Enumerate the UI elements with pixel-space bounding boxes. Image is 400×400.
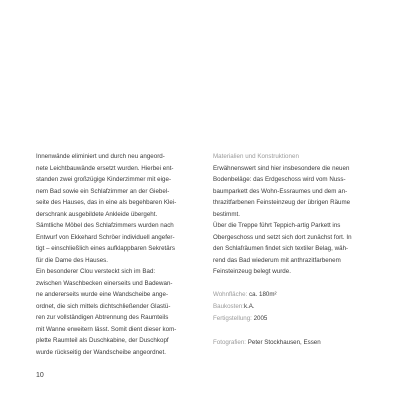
body-text-line: Innenwände eliminiert und durch neu angeord- bbox=[36, 153, 165, 160]
body-text-line: rend das Bad wiederum mit anthrazitfarbenem bbox=[213, 256, 341, 264]
body-text-line: nete Leichtbauwände ersetzt wurden. Hierbei ent- bbox=[36, 164, 174, 172]
body-text-line: plette Raumteil als Duschkabine, der Duschkopf bbox=[36, 337, 169, 344]
fact-construction-cost bbox=[213, 301, 383, 313]
body-text-line: Bodenbeläge: das Erdgeschoss wird vom Nuss- bbox=[213, 176, 346, 183]
body-text-line: Erwähnenswert sind hier insbesondere die neuen bbox=[213, 164, 350, 172]
photo-credit-value: Peter Stockhausen, Essen bbox=[247, 339, 321, 346]
body-text-line: Feinsteinzeug belegt wurde. bbox=[213, 268, 291, 275]
fact-label: Wohnfläche: bbox=[213, 291, 248, 298]
fact-label: Baukosten: bbox=[213, 303, 244, 310]
body-text-line: thrazitfarbenen Feinsteinzeug der übrigen Räume bbox=[213, 199, 351, 206]
body-text-line: Ein besonderer Clou versteckt sich im Bad: bbox=[36, 268, 156, 275]
body-text-line: den Schlafräumen findet sich textiler Belag, wäh- bbox=[213, 245, 349, 252]
body-text-line: ren zur vollständigen Abtrennung des Raumteils bbox=[36, 314, 169, 321]
body-text-line: ne andererseits wurde eine Wandscheibe ange- bbox=[36, 291, 169, 298]
body-text-line: seite des Hauses, das in eine als begehbaren Klei- bbox=[36, 199, 177, 206]
body-text-line: für die Dame des Hauses. bbox=[36, 256, 109, 264]
body-text-line: wurde rückseitig der Wandscheibe angeordnet. bbox=[36, 348, 166, 356]
fact-label: Fertigstellung: bbox=[213, 315, 252, 322]
body-text-line: standen zwei großzügige Kinderzimmer mit eige- bbox=[36, 176, 172, 183]
body-text-line: Obergeschoss und setzt sich dort zunächst fort. In bbox=[213, 233, 352, 241]
fact-value: 2005 bbox=[253, 315, 268, 322]
body-text-line: Über die Treppe führt Teppich-artig Parkett ins bbox=[213, 222, 341, 229]
photo-credit-label: Fotografien: bbox=[213, 339, 247, 346]
fact-value: k.A. bbox=[243, 303, 255, 310]
body-text-line: Entwurf von Ekkehard Schröer individuell angefer- bbox=[36, 233, 175, 241]
body-text-line: mit Wanne erweitern lässt. Somit dient dieser kom- bbox=[36, 325, 177, 333]
fact-value: ca. 180m² bbox=[249, 291, 277, 298]
fact-completion bbox=[213, 313, 383, 325]
body-text-line: ordnet, die sich mittels dichtschließender Glastü- bbox=[36, 302, 171, 310]
right-text-column bbox=[213, 151, 373, 278]
section-heading: Materialien und Konstruktionen bbox=[213, 153, 299, 160]
body-text-line: Sämtliche Möbel des Schlafzimmers wurden nach bbox=[36, 222, 174, 229]
body-text-line: nem Bad sowie ein Schlafzimmer an der Giebel- bbox=[36, 187, 170, 195]
project-facts bbox=[213, 289, 383, 325]
body-text-line: baumparkett des Wohn-Essraumes und dem an- bbox=[213, 187, 348, 195]
body-text-line: zwischen Waschbecken einerseits und Badewan- bbox=[36, 279, 173, 287]
body-text-line: derschrank ausgebildete Ankleide übergeht. bbox=[36, 210, 158, 218]
body-text-line: bestimmt. bbox=[213, 210, 240, 218]
fact-living-area bbox=[213, 289, 383, 301]
body-text-line: tigt – einschließlich eines aufklappbaren Sekretärs bbox=[36, 245, 175, 252]
left-text-column bbox=[36, 151, 196, 358]
page-number: 10 bbox=[36, 372, 44, 379]
photo-credit bbox=[213, 337, 321, 349]
